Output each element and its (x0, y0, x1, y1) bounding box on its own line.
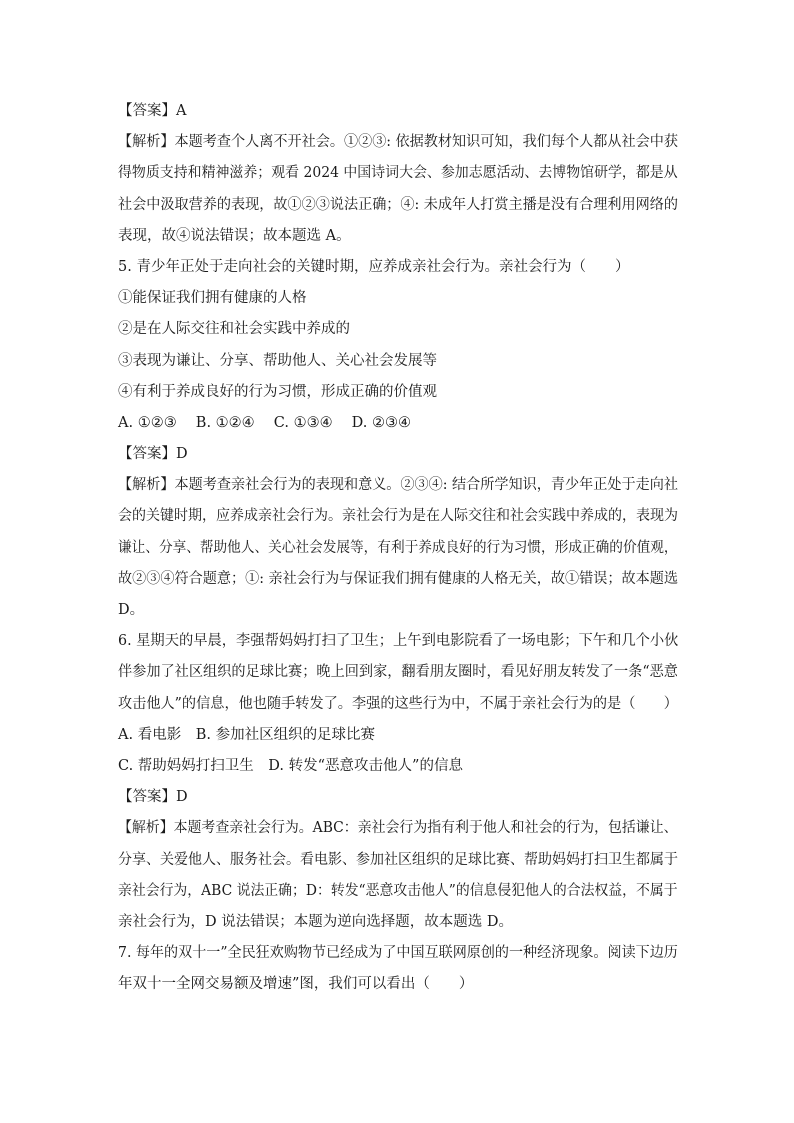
analysis-line: 亲社会行为，D 说法错误；本题为逆向选择题，故本题选 D。 (118, 913, 513, 930)
analysis-line: 表现，故④说法错误；故本题选 A。 (118, 227, 351, 244)
analysis-line: 【解析】本题考查亲社会行为的表现和意义。②③④: 结合所学知识，青少年正处于走向社 (118, 477, 678, 494)
question-7-stem: 年双十一全网交易额及增速”图，我们可以看出（ ） (118, 976, 474, 993)
document-page (118, 96, 678, 1000)
analysis-line: 故②③④符合题意；①: 亲社会行为与保证我们拥有健康的人格无关，故①错误；故本题选 (118, 570, 678, 587)
question-5-statement: ①能保证我们拥有健康的人格 (118, 290, 307, 307)
question-5-options: A. ①②③ B. ①②④ C. ①③④ D. ②③④ (118, 414, 412, 431)
question-5-statement: ③表现为谦让、分享、帮助他人、关心社会发展等 (118, 352, 437, 369)
question-6-stem: 攻击他人”的信息，他也随手转发了。李强的这些行为中，不属于亲社会行为的是（ ） (118, 695, 678, 712)
analysis-line: 谦让、分享、帮助他人、关心社会发展等，有利于养成良好的行为习惯，形成正确的价值观， (118, 539, 678, 556)
question-5-statement: ④有利于养成良好的行为习惯，形成正确的价值观 (118, 383, 437, 400)
question-5-stem: 5. 青少年正处于走向社会的关键时期，应养成亲社会行为。亲社会行为（ ） (118, 258, 630, 275)
question-6-options: A. 看电影 B. 参加社区组织的足球比赛 (118, 726, 376, 743)
answer-line: 【答案】D (118, 446, 188, 463)
analysis-line: 【解析】本题考查个人离不开社会。①②③: 依据教材知识可知，我们每个人都从社会中获 (118, 134, 678, 151)
analysis-line: 【解析】本题考查亲社会行为。ABC：亲社会行为指有利于他人和社会的行为，包括谦让、 (118, 820, 678, 837)
analysis-line: 得物质支持和精神滋养；观看 2024 中国诗词大会、参加志愿活动、去博物馆研学，都是从 (118, 165, 678, 182)
analysis-line: D。 (118, 602, 145, 618)
question-6-stem: 伴参加了社区组织的足球比赛；晚上回到家，翻看朋友圈时，看见好朋友转发了一条“恶意 (118, 664, 678, 681)
answer-line: 【答案】A (118, 103, 187, 119)
analysis-line: 会的关键时期，应养成亲社会行为。亲社会行为是在人际交往和社会实践中养成的，表现为 (118, 508, 678, 525)
question-6-stem: 6. 星期天的早晨，李强帮妈妈打扫了卫生；上午到电影院看了一场电影；下午和几个小伙 (118, 633, 679, 650)
question-6-options: C. 帮助妈妈打扫卫生 D. 转发“恶意攻击他人”的信息 (118, 757, 463, 774)
answer-line: 【答案】D (118, 789, 188, 806)
analysis-line: 社会中汲取营养的表现，故①②③说法正确；④: 未成年人打赏主播是没有合理利用网络的 (118, 196, 678, 213)
analysis-line: 分享、关爱他人、服务社会。看电影、参加社区组织的足球比赛、帮助妈妈打扫卫生都属于 (118, 851, 678, 868)
analysis-line: 亲社会行为，ABC 说法正确；D：转发“恶意攻击他人”的信息侵犯他人的合法权益，不属于 (118, 882, 678, 899)
question-7-stem: 7. 每年的双十一”全民狂欢购物节已经成为了中国互联网原创的一种经济现象。阅读下边历 (118, 945, 678, 962)
question-5-statement: ②是在人际交往和社会实践中养成的 (118, 321, 350, 338)
